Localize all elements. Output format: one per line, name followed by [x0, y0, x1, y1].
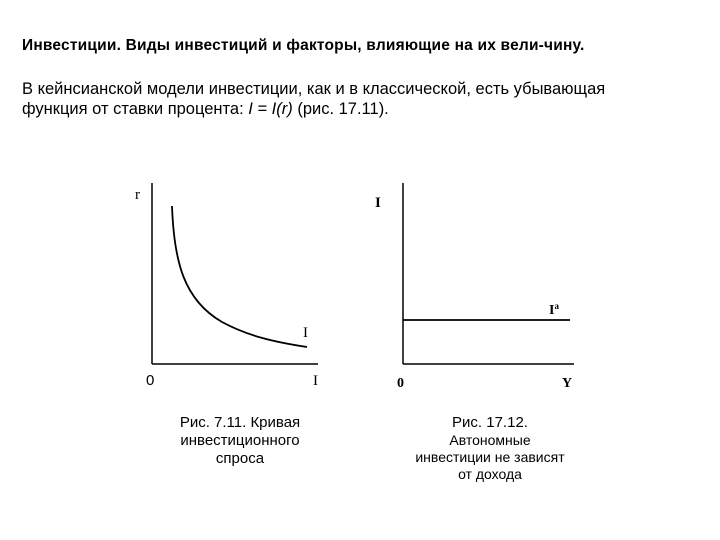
investment-formula: I = I(r)	[248, 100, 293, 118]
caption-right-line-3: инвестиции не зависят	[415, 449, 565, 465]
right-x-axis-label: Y	[562, 376, 573, 391]
figure-investment-demand	[135, 183, 318, 389]
investment-demand-curve	[172, 206, 307, 347]
left-x-axis-label: I	[313, 373, 318, 389]
caption-left-line-3: спроса	[215, 450, 265, 467]
paragraph-line-2-suffix: (рис. 17.11).	[292, 100, 389, 118]
figure-right-caption	[395, 413, 585, 483]
figure-autonomous-investment	[375, 183, 574, 391]
caption-left-line-2: инвестиционного	[180, 432, 300, 449]
autonomous-line-label-main: I	[549, 303, 555, 318]
left-curve-label: I	[303, 325, 308, 341]
caption-right-line-2: Автономные	[449, 432, 531, 448]
right-y-axis-label: I	[375, 195, 381, 211]
left-y-axis-label: r	[135, 187, 140, 203]
caption-left-line-1: Рис. 7.11. Кривая	[179, 414, 301, 431]
left-origin-label: 0	[146, 372, 155, 389]
caption-right-line-4: от дохода	[458, 466, 522, 482]
autonomous-line-label	[549, 301, 559, 318]
right-origin-label: 0	[397, 376, 404, 391]
caption-right-line-1: Рис. 17.12.	[452, 414, 528, 431]
paragraph-line-2-prefix: функция от ставки процента:	[22, 100, 249, 118]
autonomous-line-label-sup: a	[554, 301, 559, 311]
paragraph-line-1: В кейнсианской модели инвестиции, как и в классической, есть убывающая	[22, 80, 606, 98]
figure-left-caption	[150, 414, 330, 468]
slide-title: Инвестиции. Виды инвестиций и факторы, влияющие на их вели-чину.	[22, 37, 585, 54]
